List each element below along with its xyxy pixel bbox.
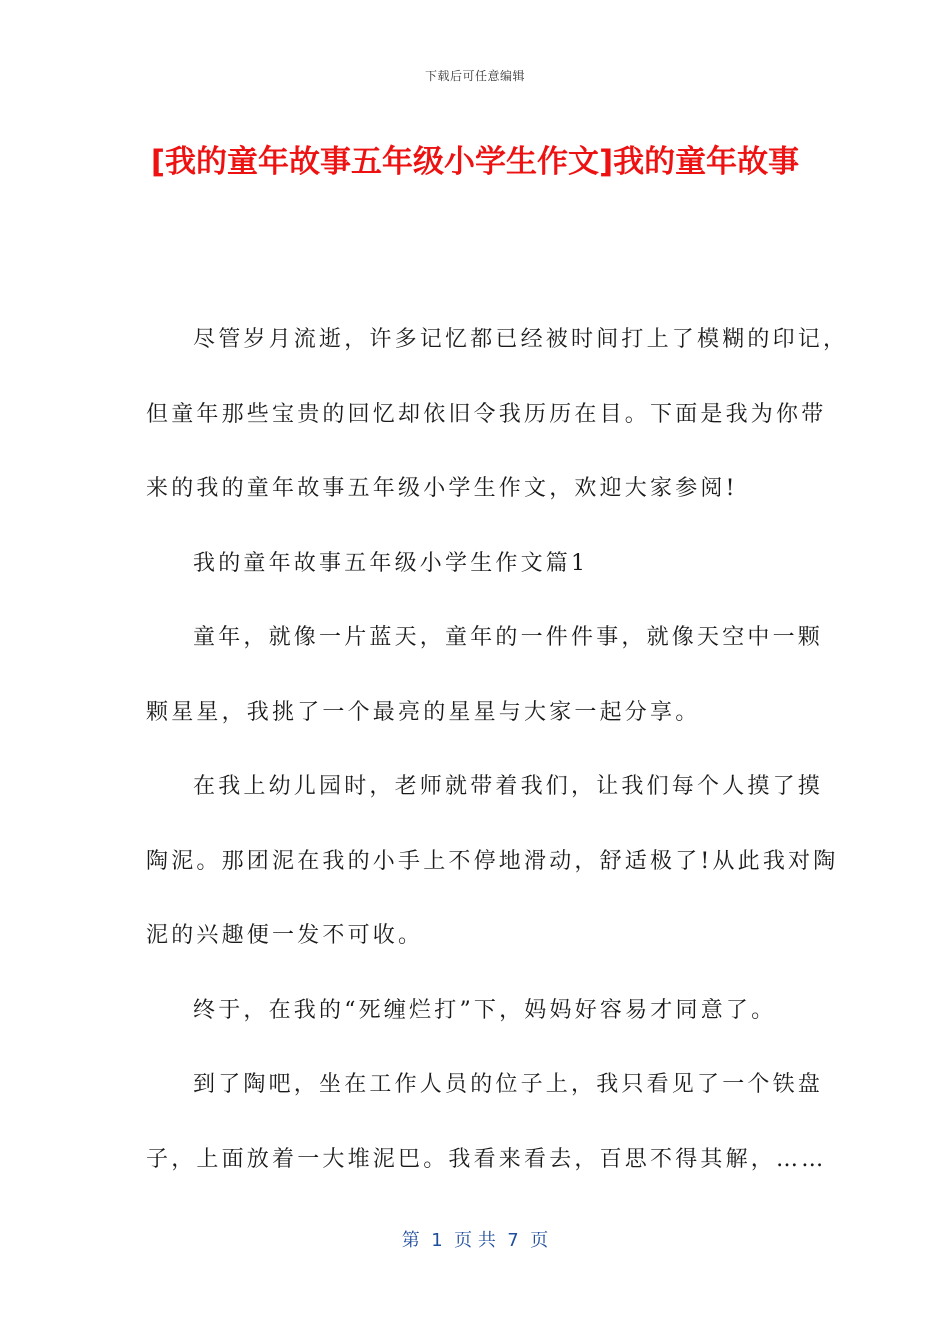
body-line: 颗星星，我挑了一个最亮的星星与大家一起分享。 <box>146 699 701 725</box>
body-line: 在我上幼儿园时，老师就带着我们，让我们每个人摸了摸 <box>193 774 824 799</box>
body-line: 终于，在我的“死缠烂打”下，妈妈好容易才同意了。 <box>193 997 777 1023</box>
body-line: 但童年那些宝贵的回忆却依旧令我历历在目。下面是我为你带 <box>146 401 827 427</box>
body-line: 泥的兴趣便一发不可收。 <box>146 923 424 948</box>
body-line: 尽管岁月流逝，许多记忆都已经被时间打上了模糊的印记， <box>193 327 849 352</box>
header-note: 下载后可任意编辑 <box>424 69 525 83</box>
body-line: 到了陶吧，坐在工作人员的位子上，我只看见了一个铁盘 <box>193 1072 824 1097</box>
body-line: 来的我的童年故事五年级小学生作文，欢迎大家参阅! <box>146 476 738 501</box>
body-line: 童年，就像一片蓝天，童年的一件件事，就像天空中一颗 <box>193 625 824 650</box>
document-title: [我的童年故事五年级小学生作文]我的童年故事 <box>150 144 800 180</box>
body-line: 子，上面放着一大堆泥巴。我看来看去，百思不得其解，…… <box>146 1146 827 1172</box>
document-body <box>146 320 849 1214</box>
page-number-footer: 第 1 页 共 7 页 <box>401 1230 549 1251</box>
body-line: 陶泥。那团泥在我的小手上不停地滑动，舒适极了!从此我对陶 <box>146 848 839 874</box>
section-heading: 我的童年故事五年级小学生作文篇1 <box>193 550 589 576</box>
